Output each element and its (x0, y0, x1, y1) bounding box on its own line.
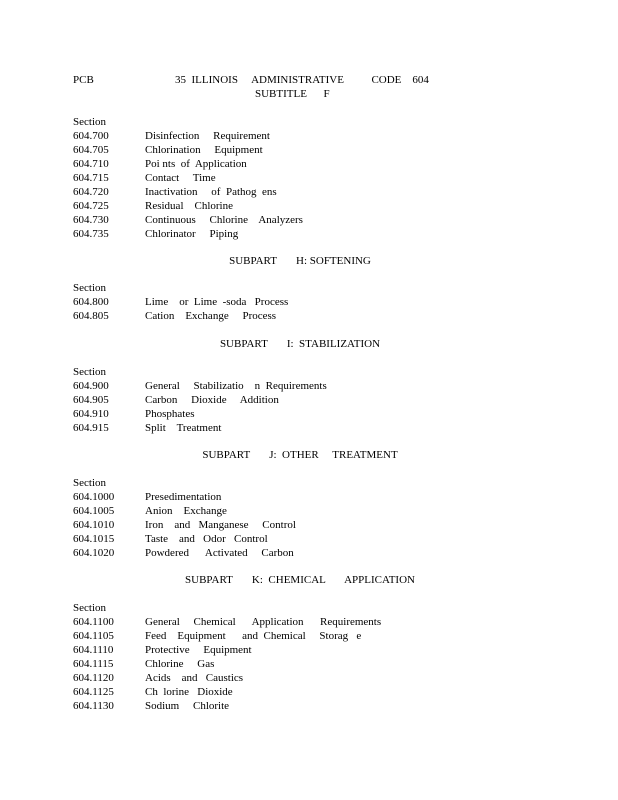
section-title: Presedimentation (145, 491, 222, 503)
section-title: Protective Equipment (145, 644, 252, 656)
section-title: Anion Exchange (145, 505, 227, 517)
section-title: Chlorine Gas (145, 658, 215, 670)
section-number: 604.735 (73, 228, 109, 240)
table-row (73, 421, 553, 435)
section-number: 604.715 (73, 172, 109, 184)
table-row (73, 671, 553, 685)
table-row (73, 199, 553, 213)
section-number: 604.720 (73, 186, 109, 198)
section-number: 604.805 (73, 310, 109, 322)
section-title: Chlorinator Piping (145, 228, 239, 240)
subpart-heading-k: SUBPART K: CHEMICAL APPLICATION (185, 574, 415, 586)
table-row (73, 185, 553, 199)
section-title: Acids and Caustics (145, 672, 244, 684)
table-row (73, 171, 553, 185)
table-row (73, 309, 553, 323)
table-row (73, 379, 553, 393)
section-title: Feed Equipment and Chemical Storag e (145, 630, 362, 642)
subpart-heading-h: SUBPART H: SOFTENING (229, 255, 371, 267)
section-title: Poi nts of Application (145, 158, 247, 170)
section-number: 604.1110 (73, 644, 114, 656)
section-number: 604.1115 (73, 658, 114, 670)
section-number: 604.730 (73, 214, 109, 226)
section-title: Contact Time (145, 172, 216, 184)
section-number: 604.1005 (73, 505, 115, 517)
table-row (73, 129, 553, 143)
section-number: 604.710 (73, 158, 109, 170)
section-number: 604.910 (73, 408, 109, 420)
section-group-chemical-application (73, 601, 553, 713)
section-label: Section (73, 116, 106, 128)
section-number: 604.1100 (73, 616, 114, 628)
section-number: 604.1010 (73, 519, 115, 531)
table-row (73, 157, 553, 171)
section-title: Lime or Lime -soda Process (145, 296, 289, 308)
section-number: 604.1105 (73, 630, 114, 642)
section-number: 604.900 (73, 380, 109, 392)
section-title: Ch lorine Dioxide (145, 686, 233, 698)
subpart-heading-j: SUBPART J: OTHER TREATMENT (202, 449, 398, 461)
section-label: Section (73, 366, 106, 378)
section-title: Disinfection Requirement (145, 130, 270, 142)
section-label: Section (73, 477, 106, 489)
section-label: Section (73, 602, 106, 614)
table-row (73, 393, 553, 407)
header-title: 35 ILLINOIS ADMINISTRATIVE CODE 604 (175, 74, 429, 86)
section-number: 604.1125 (73, 686, 114, 698)
table-row (73, 518, 553, 532)
section-number: 604.800 (73, 296, 109, 308)
section-title: General Stabilizatio n Requirements (145, 380, 327, 392)
section-title: Inactivation of Pathog ens (145, 186, 277, 198)
section-group-disinfection (73, 115, 553, 241)
section-title: Cation Exchange Process (145, 310, 277, 322)
table-row (73, 143, 553, 157)
section-number: 604.1020 (73, 547, 115, 559)
table-row (73, 532, 553, 546)
table-row (73, 685, 553, 699)
section-group-other-treatment (73, 476, 553, 560)
section-title: Continuous Chlorine Analyzers (145, 214, 303, 226)
section-title: Taste and Odor Control (145, 533, 268, 545)
table-row (73, 407, 553, 421)
section-number: 604.1130 (73, 700, 114, 712)
header-left: PCB (73, 74, 94, 86)
section-group-softening (73, 281, 553, 323)
section-group-stabilization (73, 365, 553, 435)
section-title: Residual Chlorine (145, 200, 233, 212)
section-title: Chlorination Equipment (145, 144, 263, 156)
table-row (73, 629, 553, 643)
header-subtitle: SUBTITLE F (255, 88, 330, 100)
section-number: 604.915 (73, 422, 109, 434)
table-row (73, 213, 553, 227)
subpart-heading-i: SUBPART I: STABILIZATION (219, 338, 381, 350)
table-row (73, 490, 553, 504)
section-number: 604.905 (73, 394, 109, 406)
table-row (73, 643, 553, 657)
table-row (73, 615, 553, 629)
table-row (73, 546, 553, 560)
table-row (73, 504, 553, 518)
section-number: 604.705 (73, 144, 109, 156)
section-title: General Chemical Application Requirements (145, 616, 382, 628)
section-title: Phosphates (145, 408, 195, 420)
section-title: Iron and Manganese Control (145, 519, 296, 531)
section-title: Powdered Activated Carbon (145, 547, 294, 559)
section-title: Carbon Dioxide Addition (145, 394, 279, 406)
table-row (73, 227, 553, 241)
table-row (73, 295, 553, 309)
section-label: Section (73, 282, 106, 294)
section-number: 604.725 (73, 200, 109, 212)
section-number: 604.1120 (73, 672, 114, 684)
section-title: Sodium Chlorite (145, 700, 230, 712)
section-number: 604.700 (73, 130, 109, 142)
section-number: 604.1015 (73, 533, 115, 545)
table-row (73, 699, 553, 713)
section-number: 604.1000 (73, 491, 115, 503)
section-title: Split Treatment (145, 422, 222, 434)
table-row (73, 657, 553, 671)
